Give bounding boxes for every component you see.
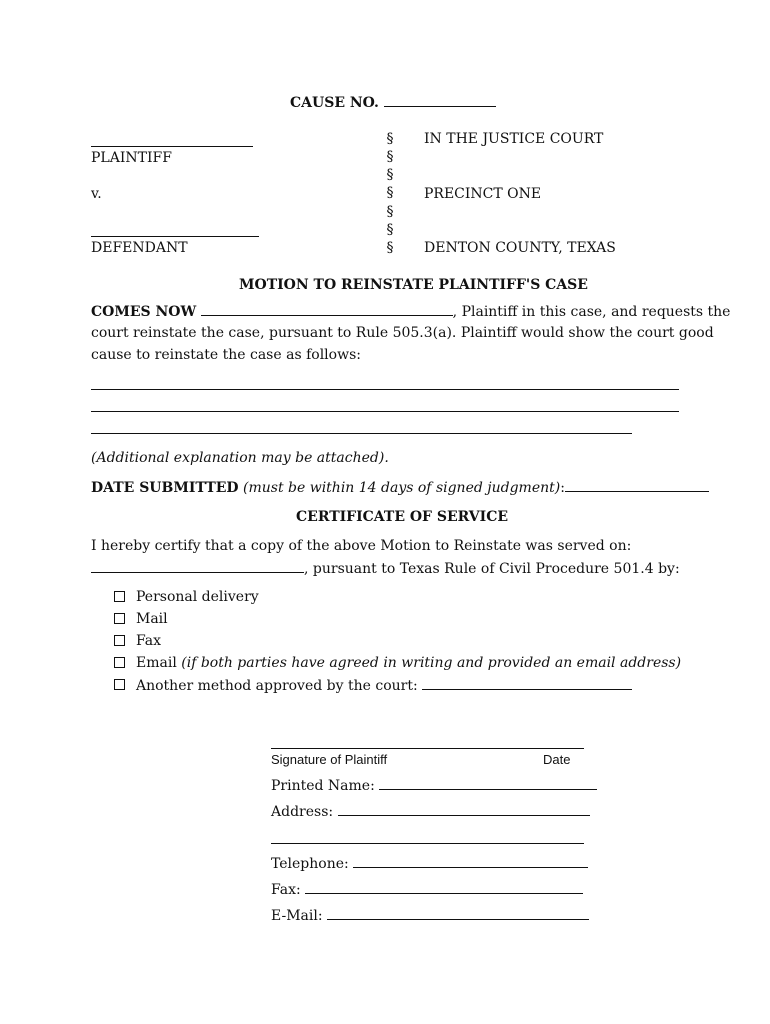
date-submitted-line xyxy=(91,479,709,496)
fax-checkbox[interactable] xyxy=(114,635,125,646)
email-option xyxy=(136,655,681,671)
telephone-label: Telephone: xyxy=(271,856,349,872)
email-address-label: E-Mail: xyxy=(271,908,323,924)
versus-label: v. xyxy=(91,186,102,202)
date-submitted-label: DATE SUBMITTED xyxy=(91,480,239,496)
other-method-option xyxy=(136,677,632,694)
address-field[interactable] xyxy=(338,803,590,816)
comes-now-label: COMES NOW xyxy=(91,304,197,320)
signature-date-label: Date xyxy=(543,752,571,767)
plaintiff-label: PLAINTIFF xyxy=(91,150,172,166)
address-field-line-2[interactable] xyxy=(271,843,584,844)
mail-label: Mail xyxy=(136,611,168,627)
certificate-line-2-text: , pursuant to Texas Rule of Civil Procedure 501.4 by: xyxy=(304,561,680,577)
printed-name-row xyxy=(271,777,597,794)
section-symbol: § xyxy=(386,185,394,201)
email-row xyxy=(271,907,589,924)
section-symbol: § xyxy=(386,149,394,165)
precinct-name: PRECINCT ONE xyxy=(424,186,542,202)
email-checkbox[interactable] xyxy=(114,657,125,668)
signature-label: Signature of Plaintiff xyxy=(271,752,388,767)
printed-name-label: Printed Name: xyxy=(271,778,375,794)
court-name: IN THE JUSTICE COURT xyxy=(424,131,604,147)
personal-delivery-checkbox[interactable] xyxy=(114,591,125,602)
fax-number-field[interactable] xyxy=(305,881,583,894)
telephone-field[interactable] xyxy=(353,855,588,868)
date-submitted-colon: : xyxy=(560,480,565,496)
county-name: DENTON COUNTY, TEXAS xyxy=(424,240,616,256)
telephone-row xyxy=(271,855,588,872)
section-symbol: § xyxy=(386,240,394,256)
comes-now-line xyxy=(91,303,730,320)
section-symbol: § xyxy=(386,204,394,220)
certificate-title: CERTIFICATE OF SERVICE xyxy=(296,509,509,525)
fax-row xyxy=(271,881,583,898)
other-method-label: Another method approved by the court: xyxy=(136,678,418,694)
fax-number-label: Fax: xyxy=(271,882,301,898)
cause-number-heading xyxy=(290,94,496,111)
address-label: Address: xyxy=(271,804,334,820)
motion-title: MOTION TO REINSTATE PLAINTIFF'S CASE xyxy=(239,277,588,293)
other-method-checkbox[interactable] xyxy=(114,679,125,690)
other-method-field[interactable] xyxy=(422,677,632,690)
cause-number-label: CAUSE NO. xyxy=(290,95,379,111)
email-note: (if both parties have agreed in writing and provided an email address) xyxy=(181,655,682,671)
address-row xyxy=(271,803,590,820)
plaintiff-name-field[interactable] xyxy=(91,146,253,147)
motion-body-line-2: court reinstate the case, pursuant to Rule 505.3(a). Plaintiff would show the court good xyxy=(91,325,714,341)
motion-body-line-3: cause to reinstate the case as follows: xyxy=(91,347,361,363)
email-label: Email xyxy=(136,655,177,671)
email-address-field[interactable] xyxy=(327,907,589,920)
signature-field[interactable] xyxy=(271,748,584,749)
explanation-line[interactable] xyxy=(91,411,679,412)
defendant-name-field[interactable] xyxy=(91,236,259,237)
plaintiff-name-inline-field[interactable] xyxy=(201,303,453,316)
section-symbol: § xyxy=(386,167,394,183)
section-symbol: § xyxy=(386,131,394,147)
served-party-field[interactable] xyxy=(91,560,304,573)
section-symbol: § xyxy=(386,222,394,238)
date-submitted-note: (must be within 14 days of signed judgment) xyxy=(243,480,561,496)
explanation-line[interactable] xyxy=(91,389,679,390)
explanation-line[interactable] xyxy=(91,433,632,434)
certificate-line-2 xyxy=(91,560,680,577)
additional-explanation-note: (Additional explanation may be attached). xyxy=(91,450,389,466)
certificate-line-1: I hereby certify that a copy of the above Motion to Reinstate was served on: xyxy=(91,538,632,554)
mail-checkbox[interactable] xyxy=(114,613,125,624)
fax-label: Fax xyxy=(136,633,162,649)
printed-name-field[interactable] xyxy=(379,777,597,790)
comes-now-text: , Plaintiff in this case, and requests the xyxy=(452,304,731,320)
personal-delivery-label: Personal delivery xyxy=(136,589,259,605)
date-submitted-field[interactable] xyxy=(565,479,709,492)
cause-number-field[interactable] xyxy=(384,94,496,107)
defendant-label: DEFENDANT xyxy=(91,240,188,256)
